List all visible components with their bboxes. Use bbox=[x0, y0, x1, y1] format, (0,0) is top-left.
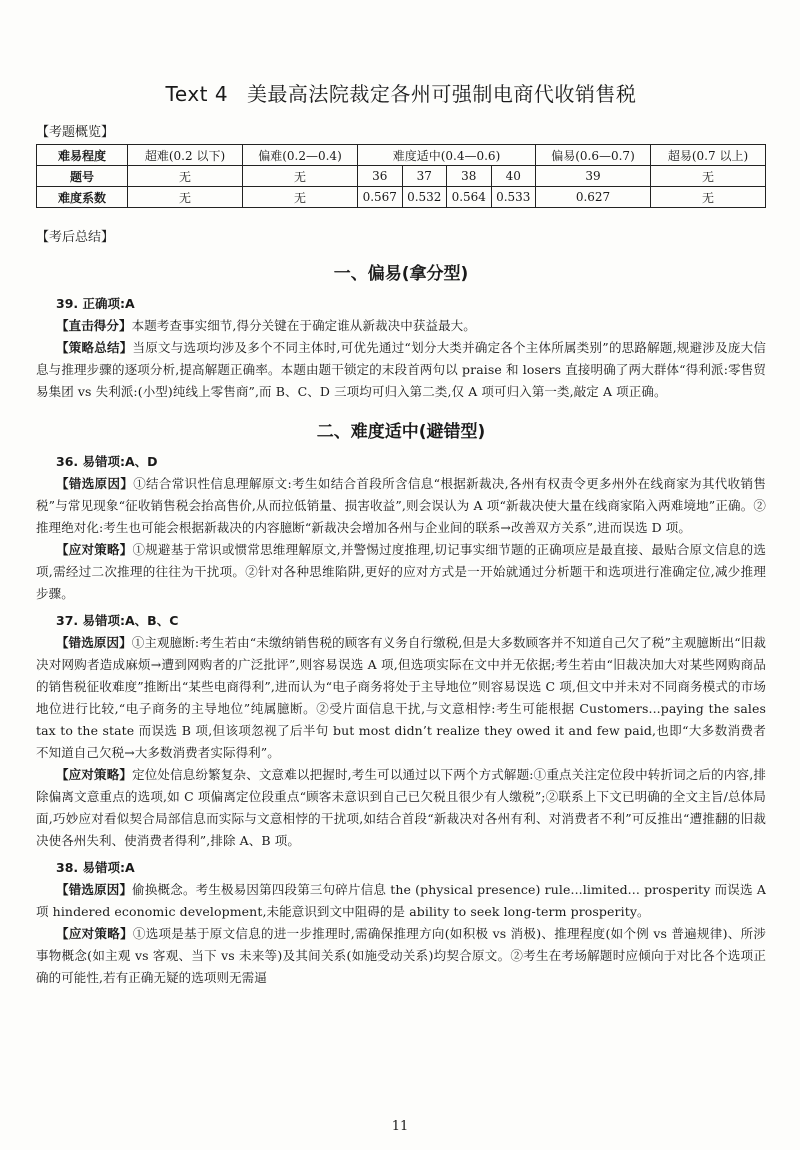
table-cell: 无 bbox=[128, 187, 243, 208]
paragraph bbox=[36, 473, 766, 539]
table-cell: 0.532 bbox=[402, 187, 447, 208]
para-text: ①规避基于常识或惯常思维理解原文,并警惕过度推理,切记事实细节题的正确项应是最直接、最贴合原文信息的选项,需经过二次推理的往往为干扰项。②针对各种思维陷阱,更好的应对方式是一开始就通过分析题干和选项进行准确定位,减少推理步骤。 bbox=[36, 542, 766, 601]
para-text: 偷换概念。考生极易因第四段第三句碎片信息 the (physical presence) rule...limited... prosperity 而误选 A 项 hindered economic development,未能意识到文中阻碍的是 ability to seek long-term prosperity。 bbox=[36, 882, 766, 919]
table-cell: 超易(0.7 以上) bbox=[651, 145, 766, 166]
para-tag: 【应对策略】 bbox=[56, 767, 133, 782]
question-title: 37. 易错项:A、B、C bbox=[56, 613, 179, 628]
table-row bbox=[37, 145, 766, 166]
paragraph bbox=[36, 539, 766, 605]
para-tag: 【错选原因】 bbox=[56, 882, 133, 897]
section-heading: 一、偏易(拿分型) bbox=[333, 264, 469, 284]
table-cell: 0.627 bbox=[536, 187, 651, 208]
table-cell: 0.533 bbox=[491, 187, 536, 208]
paragraph bbox=[36, 879, 766, 923]
table-cell: 偏难(0.2—0.4) bbox=[243, 145, 358, 166]
paragraph bbox=[36, 632, 766, 764]
overview-label: 【考题概览】 bbox=[36, 125, 115, 140]
para-tag: 【策略总结】 bbox=[56, 340, 133, 355]
table-cell: 38 bbox=[447, 166, 492, 187]
table-cell: 39 bbox=[536, 166, 651, 187]
table-cell: 0.564 bbox=[447, 187, 492, 208]
para-tag: 【直击得分】 bbox=[56, 318, 132, 333]
title-main: 美最高法院裁定各州可强制电商代收销售税 bbox=[246, 82, 637, 106]
para-tag: 【应对策略】 bbox=[56, 926, 133, 941]
table-cell: 0.567 bbox=[358, 187, 403, 208]
table-cell: 偏易(0.6—0.7) bbox=[536, 145, 651, 166]
difficulty-table bbox=[36, 144, 766, 208]
table-cell: 40 bbox=[491, 166, 536, 187]
table-cell: 37 bbox=[402, 166, 447, 187]
para-text: 当原文与选项均涉及多个不同主体时,可优先通过“划分大类并确定各个主体所属类别”的思路解题,规避涉及庞大信息与推理步骤的逐项分析,提高解题正确率。本题由题干锁定的末段首两句以 praise 和 losers 直接明确了两大群体“得利派:零售贸易集团 vs 失利派:(小型)纯线上零售商”,而 B、C、D 三项均可归入第二类,仅 A 项可归入第一类,敲定 A 项正确。 bbox=[36, 340, 766, 399]
table-cell: 无 bbox=[243, 166, 358, 187]
paragraph bbox=[36, 764, 766, 852]
paragraph bbox=[36, 315, 766, 337]
paragraph bbox=[36, 337, 766, 403]
table-row bbox=[37, 187, 766, 208]
table-cell: 题号 bbox=[37, 166, 128, 187]
table-cell: 难易程度 bbox=[37, 145, 128, 166]
table-cell: 无 bbox=[651, 166, 766, 187]
table-row bbox=[37, 166, 766, 187]
title-prefix: Text 4 bbox=[165, 82, 229, 106]
table-cell: 超难(0.2 以下) bbox=[128, 145, 243, 166]
table-cell: 无 bbox=[243, 187, 358, 208]
question-title: 36. 易错项:A、D bbox=[56, 454, 158, 469]
para-text: 定位处信息纷繁复杂、文意难以把握时,考生可以通过以下两个方式解题:①重点关注定位段中转折词之后的内容,排除偏离文意重点的选项,如 C 项偏离定位段重点“顾客未意识到自己已欠税且很少有人缴税”;②联系上下文已明确的全文主旨/总体局面,巧妙应对看似契合局部信息而实际与文意相悖的干扰项,如结合首段“新裁决对各州有利、对消费者不利”可反推出“遭推翻的旧裁决使各州失利、使消费者得利”,排除 A、B 项。 bbox=[36, 767, 766, 848]
table-cell: 无 bbox=[651, 187, 766, 208]
para-text: 本题考查事实细节,得分关键在于确定谁从新裁决中获益最大。 bbox=[131, 318, 476, 333]
para-text: ①选项是基于原文信息的进一步推理时,需确保推理方向(如积极 vs 消极)、推理程度(如个例 vs 普遍规律)、所涉事物概念(如主观 vs 客观、当下 vs 未来等)及其间关系(如施受动关系)均契合原文。②考生在考场解题时应倾向于对比各个选项正确的可能性,若有正确无疑的选项则无需逼 bbox=[36, 926, 766, 985]
para-text: ①主观臆断:考生若由“未缴纳销售税的顾客有义务自行缴税,但是大多数顾客并不知道自己欠了税”主观臆断出“旧裁决对网购者造成麻烦→遭到网购者的广泛批评”,则容易误选 A 项,但选项实际在文中并无依据;考生若由“旧裁决加大对某些网购商品的销售税征收难度”推断出“某些电商得利”,进而认为“电子商务将处于主导地位”则容易误选 C 项,但文中并未对不同商务模式的市场地位进行比较,“电子商务的主导地位”纯属臆断。②受片面信息干扰,与文意相悖:考生可能根据 Customers...paying the sales tax to the state 而误选 B 项,但该项忽视了后半句 but most didn’t realize they owed it and few paid,也即“大多数消费者不知道自己欠税→大多数消费者实际得利”。 bbox=[36, 635, 766, 760]
page-number: 11 bbox=[391, 1119, 409, 1134]
summary-label: 【考后总结】 bbox=[36, 230, 115, 245]
table-cell: 难度系数 bbox=[37, 187, 128, 208]
question-title: 38. 易错项:A bbox=[56, 860, 135, 875]
para-tag: 【错选原因】 bbox=[56, 476, 134, 491]
page-title bbox=[36, 78, 766, 107]
section-heading: 二、难度适中(避错型) bbox=[316, 422, 486, 442]
para-text: ①结合常识性信息理解原文:考生如结合首段所含信息“根据新裁决,各州有权责令更多州外在线商家为其代收销售税”与常见现象“征收销售税会抬高售价,从而拉低销量、损害收益”,则会误认为 A 项“新裁决使大量在线商家陷入两难境地”正确。②推理绝对化:考生也可能会根据新裁决的内容臆断“新裁决会增加各州与企业间的联系→改善双方关系”,进而误选 D 项。 bbox=[36, 476, 766, 535]
question-title: 39. 正确项:A bbox=[56, 296, 135, 311]
para-tag: 【错选原因】 bbox=[56, 635, 132, 650]
page-content bbox=[36, 78, 766, 989]
table-cell: 36 bbox=[358, 166, 403, 187]
table-cell: 难度适中(0.4—0.6) bbox=[358, 145, 536, 166]
paragraph bbox=[36, 923, 766, 989]
table-cell: 无 bbox=[128, 166, 243, 187]
para-tag: 【应对策略】 bbox=[56, 542, 133, 557]
